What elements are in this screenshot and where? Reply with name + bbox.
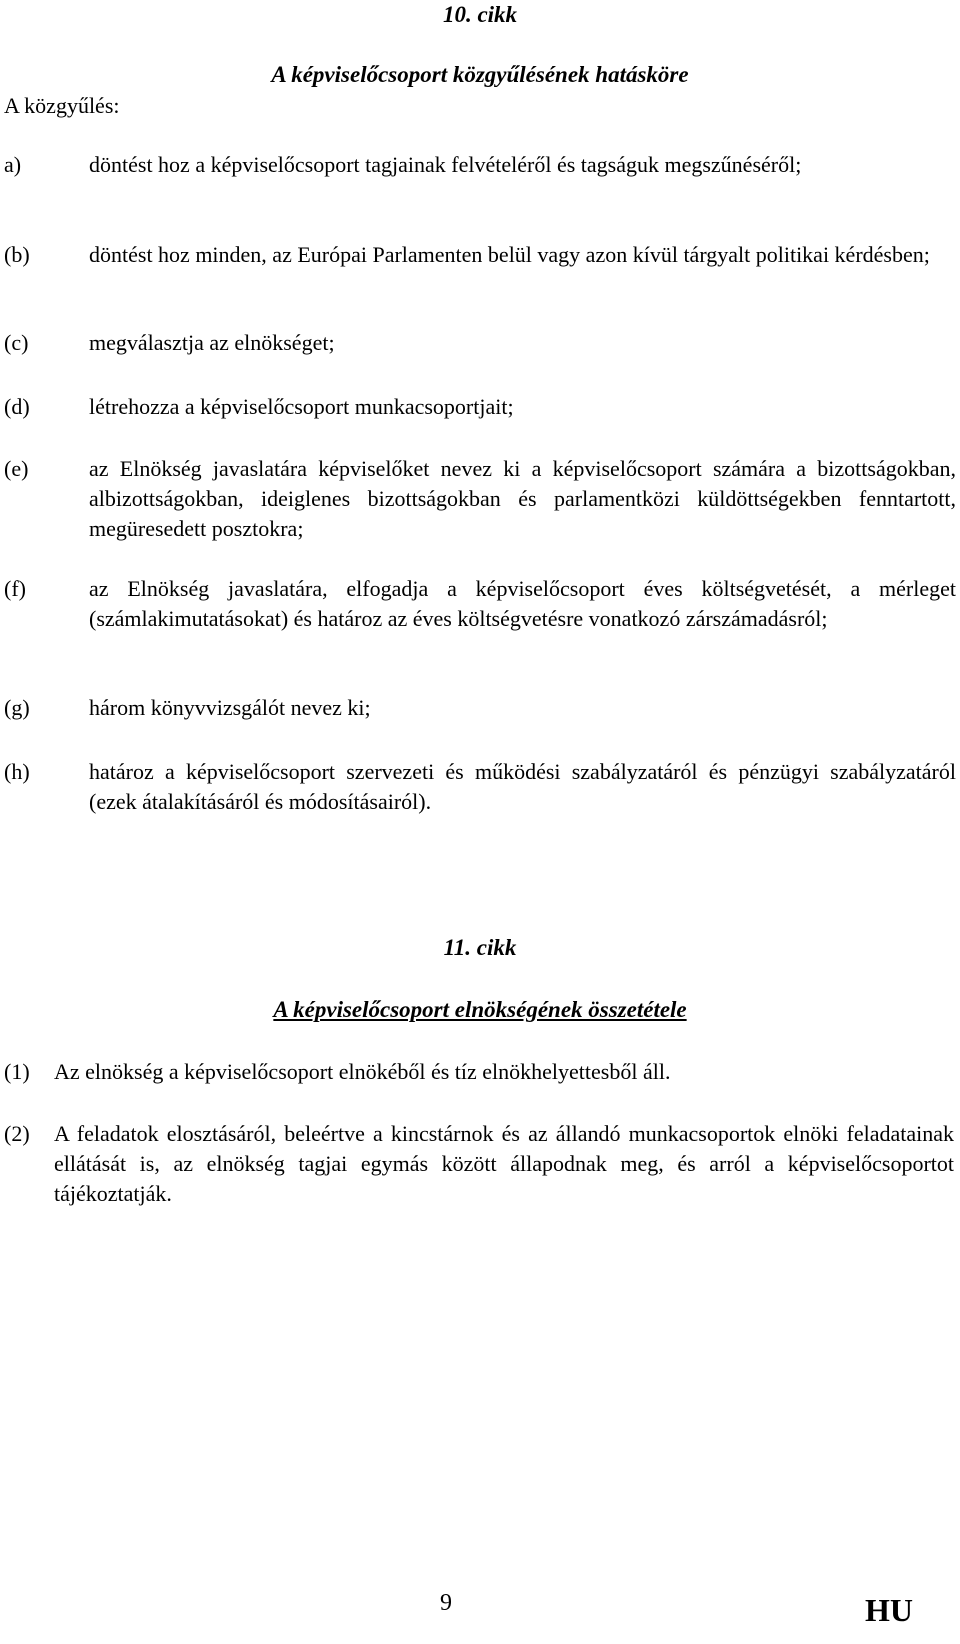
- paragraph-label: (1): [4, 1059, 30, 1084]
- paragraph-text: Az elnökség a képviselőcsoport elnökéből és tíz elnökhelyettesből áll.: [54, 1059, 671, 1084]
- list-item: [4, 150, 956, 180]
- article-11-title: [0, 995, 960, 1025]
- list-item-label: (f): [4, 576, 26, 601]
- list-item: [4, 757, 956, 817]
- article-11-title-text: A képviselőcsoport elnökségének összetétele: [273, 997, 687, 1022]
- list-item-label: (h): [4, 759, 30, 784]
- page-number: 9: [440, 1590, 452, 1616]
- list-item-text: három könyvvizsgálót nevez ki;: [89, 695, 371, 720]
- list-item-text: az Elnökség javaslatára képviselőket nevez ki a képviselőcsoport számára a bizottságokban, albizottságokban, ideiglenes bizottságokban és parlamentközi küldöttségekben fenntartott, megüresedett posztokra;: [89, 456, 956, 541]
- list-item-label: (e): [4, 456, 29, 481]
- list-item: [4, 240, 956, 270]
- list-item-label: a): [4, 152, 22, 177]
- list-item: [4, 454, 956, 544]
- list-item: [4, 693, 956, 723]
- paragraph-text: A feladatok elosztásáról, beleértve a kincstárnok és az állandó munkacsoportok elnöki feladatainak ellátását is, az elnökség tagjai egymás között állapodnak meg, és arról a képviselőcsoportot tájékoztatják.: [54, 1121, 954, 1206]
- list-item-label: (c): [4, 330, 29, 355]
- paragraph: [4, 1119, 954, 1209]
- article-11-number: 11. cikk: [443, 935, 517, 960]
- list-item: [4, 392, 956, 422]
- article-10-number: 10. cikk: [442, 2, 518, 27]
- article-10-title: A képviselőcsoport közgyűlésének hatásköre: [271, 62, 689, 87]
- list-item-text: az Elnökség javaslatára, elfogadja a képviselőcsoport éves költségvetését, a mérleget (számlakimutatásokat) és határoz az éves költségvetésre vonatkozó zárszámadásról;: [89, 576, 956, 631]
- list-item: [4, 574, 956, 634]
- list-item: [4, 328, 956, 358]
- paragraph: [4, 1057, 954, 1087]
- list-item-text: határoz a képviselőcsoport szervezeti és működési szabályzatáról és pénzügyi szabályzatáról (ezek átalakításáról és módosításairól).: [89, 759, 956, 814]
- article-10-intro: A közgyűlés:: [4, 93, 120, 118]
- list-item-text: döntést hoz a képviselőcsoport tagjainak felvételéről és tagságuk megszűnéséről;: [89, 152, 802, 177]
- list-item-label: (g): [4, 695, 30, 720]
- language-code: HU: [865, 1592, 913, 1628]
- list-item-text: létrehozza a képviselőcsoport munkacsoportjait;: [89, 394, 514, 419]
- paragraph-label: (2): [4, 1121, 30, 1146]
- list-item-label: (b): [4, 242, 30, 267]
- list-item-text: megválasztja az elnökséget;: [89, 330, 335, 355]
- list-item-label: (d): [4, 394, 30, 419]
- list-item-text: döntést hoz minden, az Európai Parlamenten belül vagy azon kívül tárgyalt politikai kérdésben;: [89, 242, 930, 267]
